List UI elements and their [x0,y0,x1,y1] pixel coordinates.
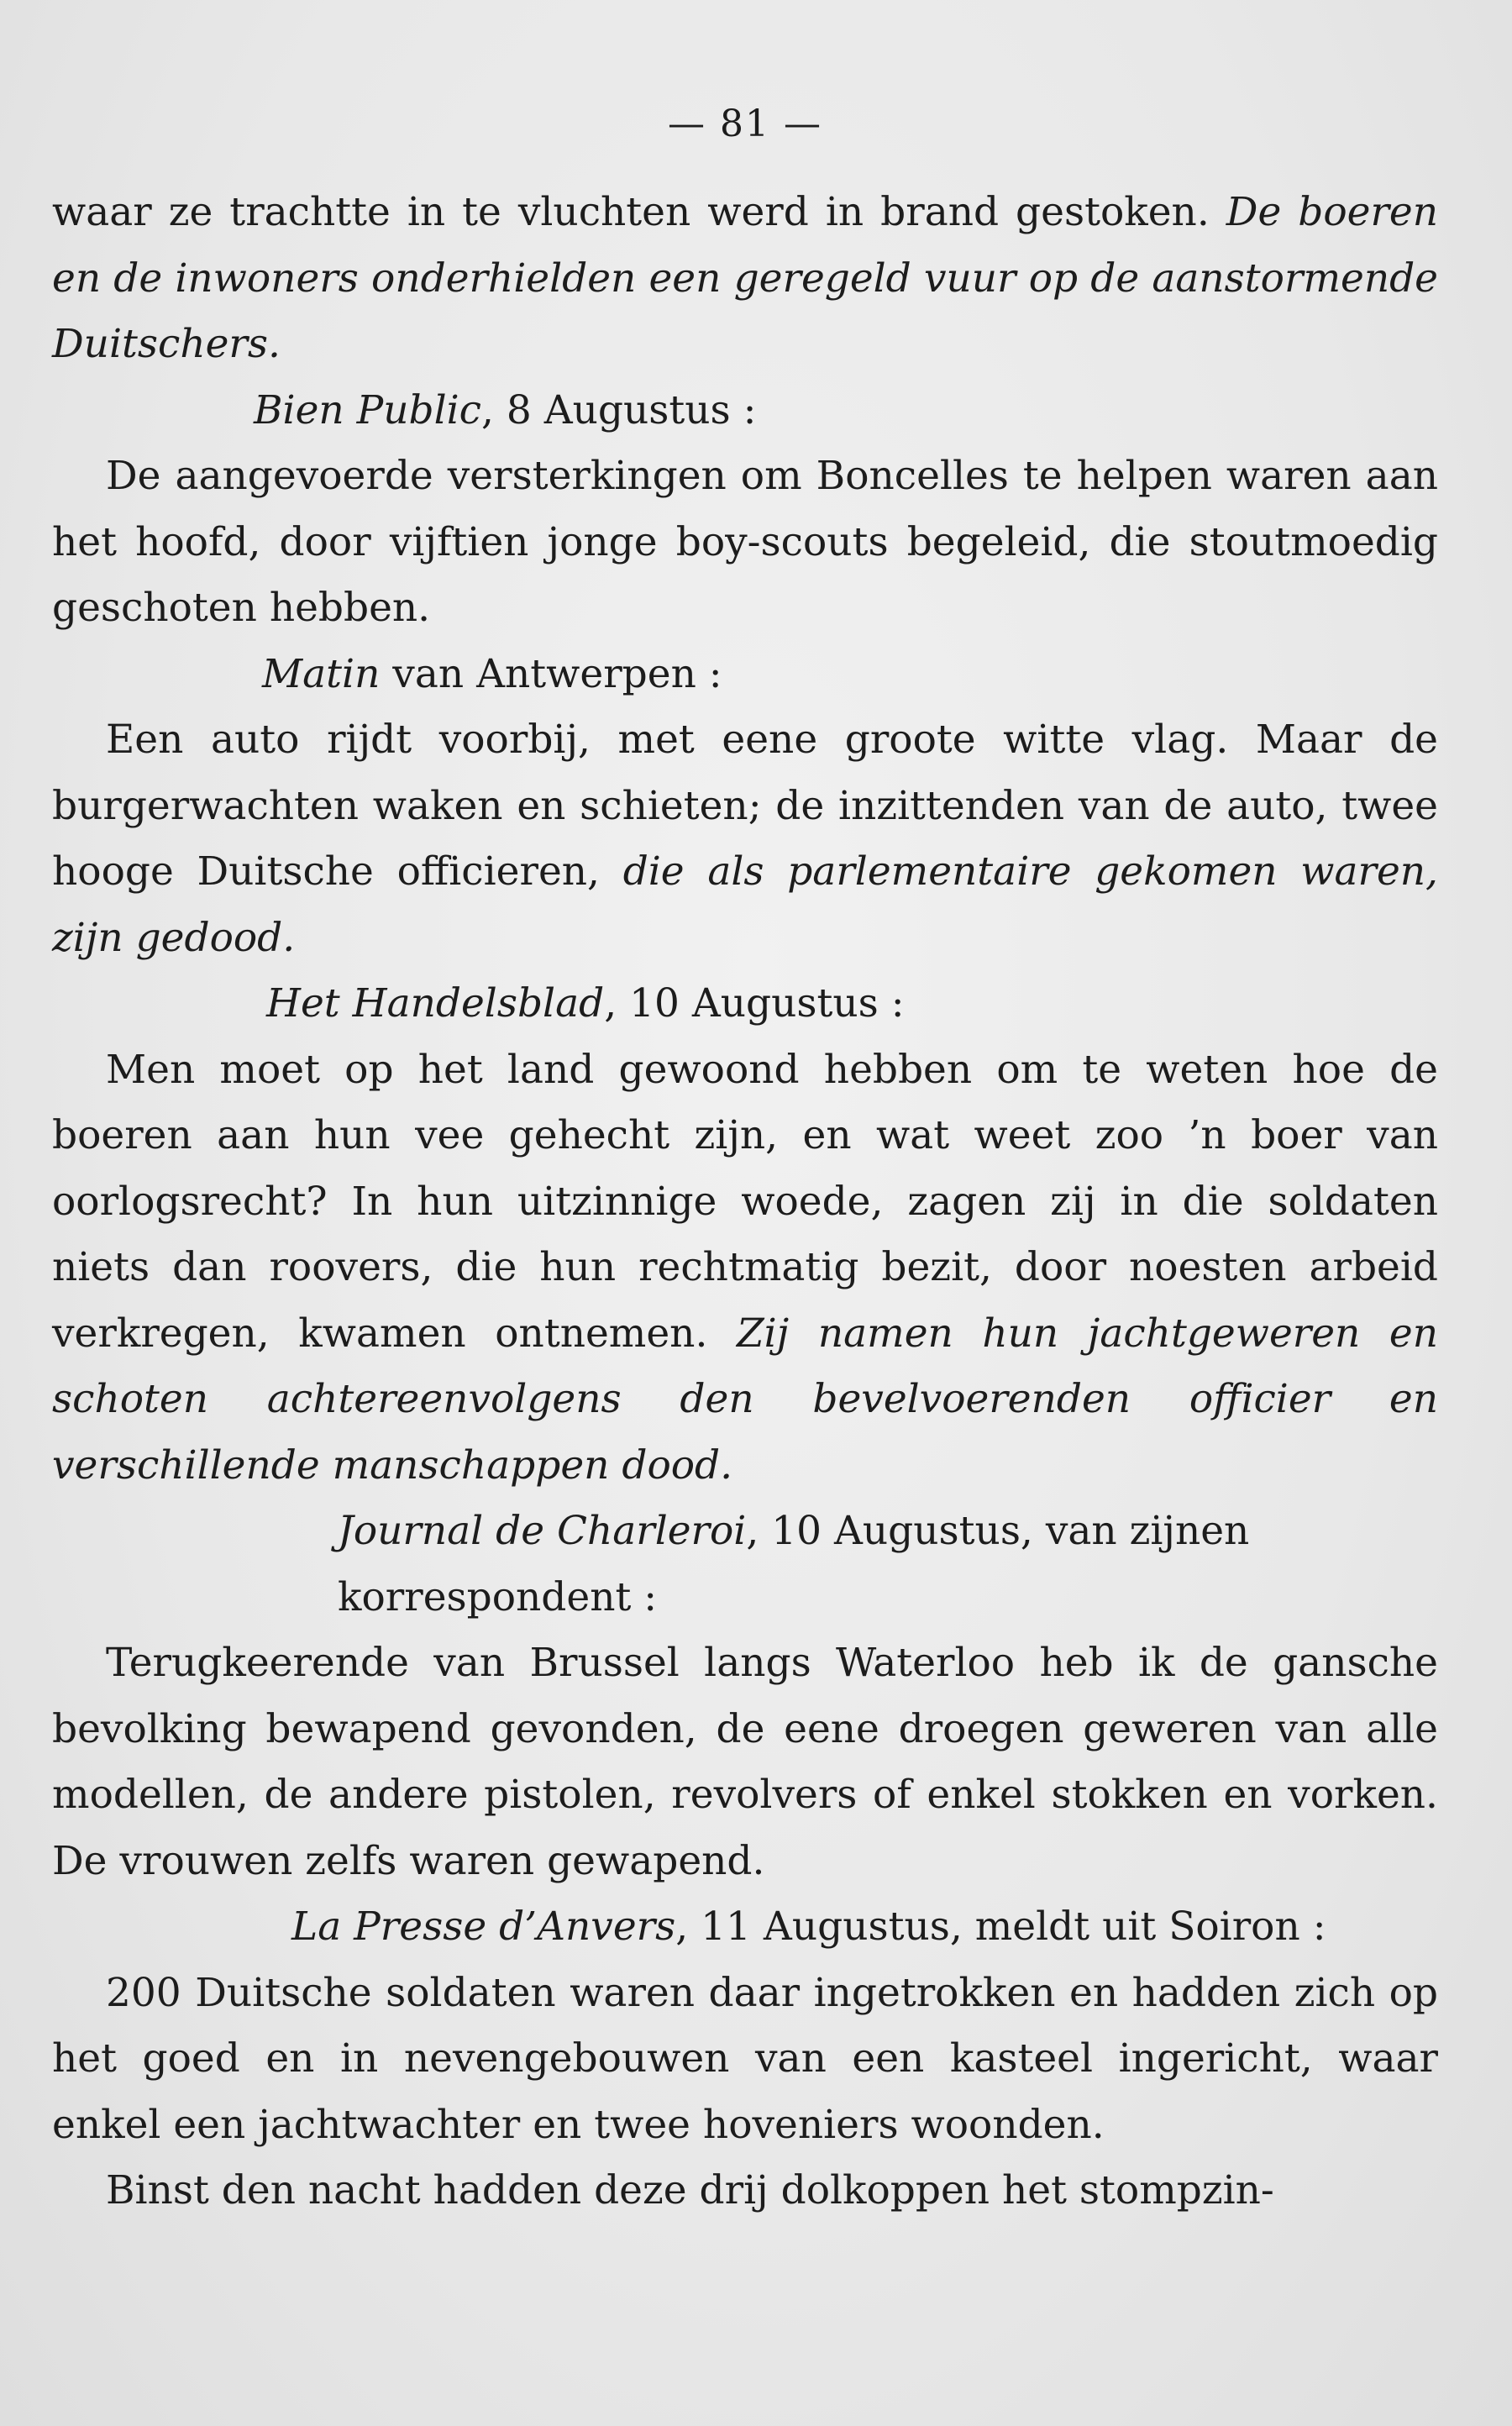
paragraph-3-italic-text: die als parlementaire gekomen waren, zijn gedood. [52,848,1438,961]
source-date: , 11 Augustus, meldt uit Soiron : [675,1904,1326,1950]
page-number: — 81 — [668,102,822,145]
source-matin [52,642,1438,708]
page-content [52,99,1438,2224]
source-date: , 10 Augustus : [604,980,905,1027]
source-date: , 10 Augustus, van zijnen korrespondent : [338,1508,1250,1620]
source-handelsblad [52,971,1438,1037]
paragraph-4 [52,1037,1438,1499]
source-name: La Presse d’Anvers [291,1904,676,1950]
paragraph-1 [52,180,1438,378]
paragraph-7: Binst den nacht hadden deze drij dolkoppen het stompzin- [106,2167,1274,2213]
source-date: , 8 Augustus : [480,386,757,433]
paragraph-1-text: waar ze trachtte in te vluchten werd in brand gestoken. [52,189,1226,235]
paragraph-4-italic-text: Zij namen hun jachtgeweren en schoten achtereenvolgens den bevelvoerenden officier en verschillende manschappen dood. [52,1310,1438,1489]
paragraph-6: 200 Duitsche soldaten waren daar ingetrokken en hadden zich op het goed en in nevengebouwen van een kasteel ingericht, waar enkel een jachtwachter en twee hoveniers woonden. [52,1969,1438,2148]
source-journal-de-charleroi [52,1499,1438,1630]
paragraph-2: De aangevoerde versterkingen om Boncelles te helpen waren aan het hoofd, door vijftien jonge boy-scouts begeleid, die stoutmoedig geschoten hebben. [52,453,1438,631]
paragraph-3-text: Een auto rijdt voorbij, met eene groote witte vlag. Maar de burgerwachten waken en schieten; de inzittenden van de auto, twee hooge Duitsche officieren, [52,717,1438,895]
source-la-presse-d-anvers [52,1894,1438,1961]
paragraph-3 [52,707,1438,971]
source-name: Het Handelsblad [266,980,605,1027]
source-name: Journal de Charleroi [338,1508,747,1554]
paragraph-5: Terugkeerende van Brussel langs Waterloo heb ik de gansche bevolking bewapend gevonden, de eene droegen geweren van alle modellen, de andere pistolen, revolvers of enkel stokken en vorken. De vrouwen zelfs waren gewapend. [52,1640,1438,1884]
source-bien-public [52,378,1438,444]
paragraph-4-text: Men moet op het land gewoond hebben om te weten hoe de boeren aan hun vee gehecht zijn, en wat weet zoo ’n boer van oorlogsrecht? In hun uitzinnige woede, zagen zij in die soldaten niets dan roovers, die hun rechtmatig bezit, door noesten arbeid verkregen, kwamen ontnemen. [52,1046,1438,1357]
source-date: van Antwerpen : [380,650,722,697]
paragraph-1-italic-text: De boeren en de inwoners onderhielden een geregeld vuur op de aanstormende Duitschers. [52,189,1439,367]
source-name: Matin [262,650,381,697]
source-name: Bien Public [254,386,481,433]
